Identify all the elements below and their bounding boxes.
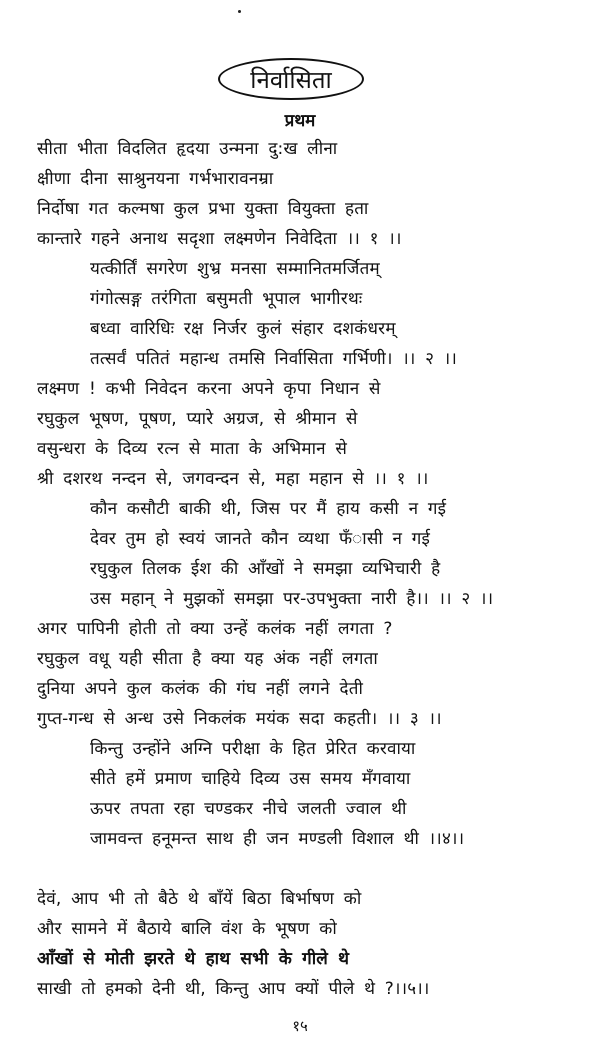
poem-line: सीता भीता विदलित हृदया उन्मना दु:ख लीना bbox=[37, 139, 338, 159]
poem-line: देवं, आप भी तो बैठे थे बाँयें बिठा बिर्भाषण को bbox=[37, 889, 362, 909]
poem-line: जामवन्त हनूमन्त साथ ही जन मण्डली विशाल थी ।।४।। bbox=[90, 829, 465, 849]
poem-line: क्षीणा दीना साश्रुनयना गर्भभारावनम्रा bbox=[37, 169, 274, 189]
section-subtitle: प्रथम bbox=[284, 111, 316, 131]
poem-line: आँखों से मोती झरते थे हाथ सभी के गीले थे bbox=[37, 949, 350, 969]
poem-line: ऊपर तपता रहा चण्डकर नीचे जलती ज्वाल थी bbox=[90, 799, 407, 819]
title-oval bbox=[218, 58, 364, 100]
page-title: निर्वासिता bbox=[250, 65, 332, 94]
poem-line: अगर पापिनी होती तो क्या उन्हें कलंक नहीं लगता ? bbox=[37, 619, 393, 639]
poem-line: यत्कीर्तिं सगरेण शुभ्र मनसा सम्मानितमर्जितम् bbox=[90, 259, 380, 279]
poem-line: वसुन्धरा के दिव्य रत्न से माता के अभिमान से bbox=[37, 439, 348, 459]
poem-line: उस महान् ने मुझकों समझा पर-उपभुक्ता नारी है।। ।। २ ।। bbox=[90, 589, 494, 609]
poem-line: सीते हमें प्रमाण चाहिये दिव्य उस समय मँगवाया bbox=[90, 769, 411, 789]
poem-line: कान्तारे गहने अनाथ सदृशा लक्ष्मणेन निवेदिता ।। १ ।। bbox=[37, 229, 402, 249]
poem-line: किन्तु उन्होंने अग्नि परीक्षा के हित प्रेरित करवाया bbox=[90, 739, 416, 759]
poem-line: गंगोत्सङ्ग तरंगिता बसुमती भूपाल भागीरथः bbox=[90, 289, 363, 309]
page-number: १५ bbox=[292, 1017, 308, 1035]
poem-line: रघुकुल वधू यही सीता है क्या यह अंक नहीं लगता bbox=[37, 649, 378, 669]
poem-line: और सामने में बैठाये बालि वंश के भूषण को bbox=[37, 919, 337, 939]
poem-line: दुनिया अपने कुल कलंक की गंघ नहीं लगने देती bbox=[37, 679, 364, 699]
print-speck bbox=[238, 10, 241, 13]
poem-line: रघुकुल तिलक ईश की आँखों ने समझा व्यभिचारी है bbox=[90, 559, 441, 579]
poem-line: बध्वा वारिधिः रक्ष निर्जर कुलं संहार दशकंधरम् bbox=[90, 319, 396, 339]
poem-line: रघुकुल भूषण, पूषण, प्यारे अग्रज, से श्रीमान से bbox=[37, 409, 358, 429]
poem-line: श्री दशरथ नन्दन से, जगवन्दन से, महा महान से ।। १ ।। bbox=[37, 469, 429, 489]
poem-line: गुप्त-गन्ध से अन्ध उसे निकलंक मयंक सदा कहती। ।। ३ ।। bbox=[37, 709, 442, 729]
poem-line: देवर तुम हो स्वयं जानते कौन व्यथा फँासी न गई bbox=[90, 529, 431, 549]
poem-line: लक्ष्मण ! कभी निवेदन करना अपने कृपा निधान से bbox=[37, 379, 381, 399]
poem-line: साखी तो हमको देनी थी, किन्तु आप क्यों पीले थे ?।।५।। bbox=[37, 979, 430, 999]
poem-line: निर्दोषा गत कल्मषा कुल प्रभा युक्ता वियुक्ता हता bbox=[37, 199, 369, 219]
poem-line: तत्सर्वं पतितं महान्ध तमसि निर्वासिता गर्भिणी। ।। २ ।। bbox=[90, 349, 458, 369]
poem-line: कौन कसौटी बाकी थी, जिस पर मैं हाय कसी न गई bbox=[90, 499, 447, 519]
